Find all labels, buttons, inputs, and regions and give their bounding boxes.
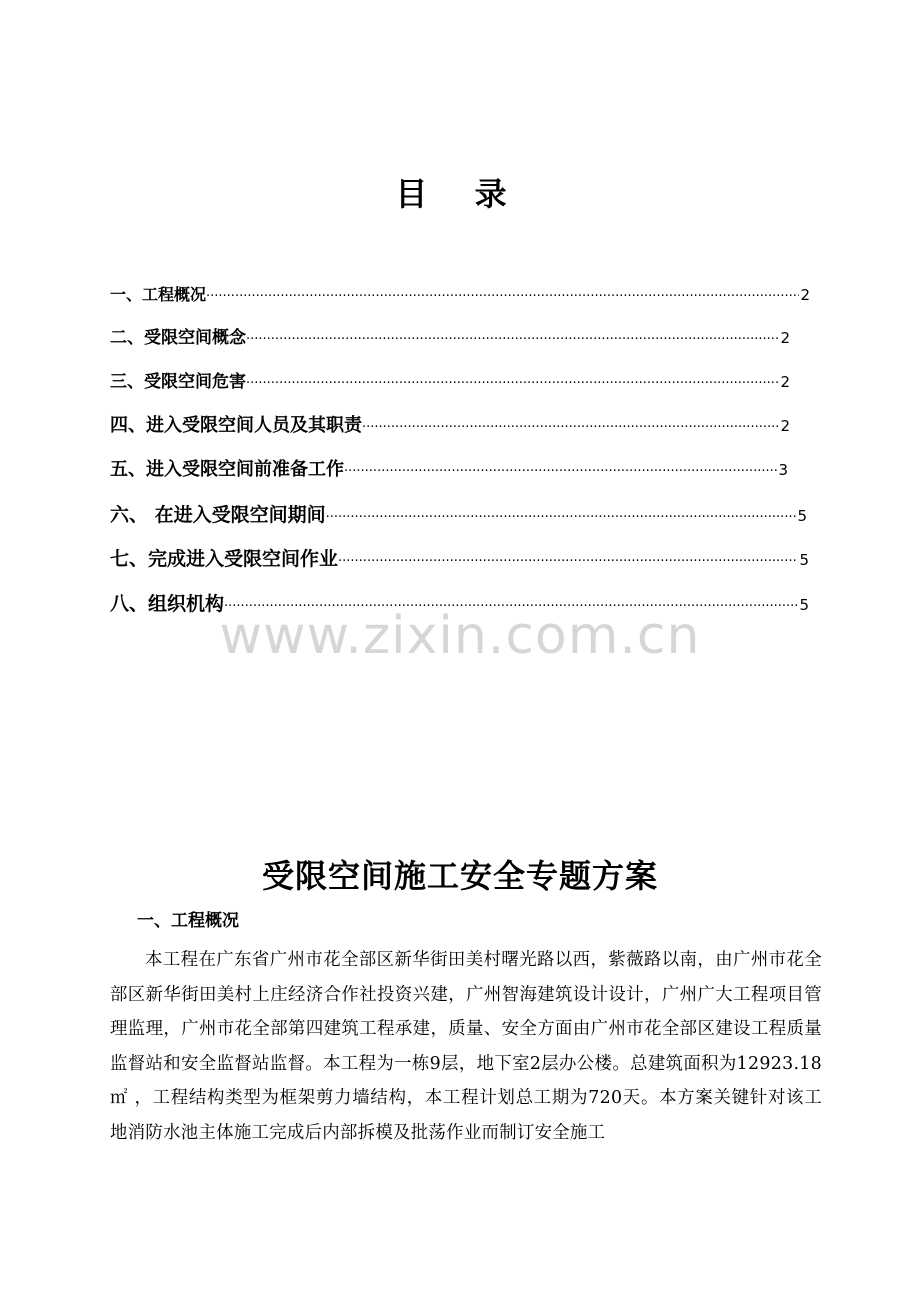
toc-entry-6[interactable] — [110, 500, 807, 530]
toc-entry-3[interactable] — [110, 367, 790, 397]
toc-entry-1[interactable] — [110, 282, 810, 312]
toc-entry-5[interactable] — [110, 455, 788, 485]
toc-entry-label: 三、受限空间危害 — [110, 372, 246, 392]
toc-entry-label: 六、 在进入受限空间期间 — [110, 504, 326, 526]
toc-entry-4[interactable] — [110, 411, 790, 441]
toc-entry-page: 3 — [778, 461, 788, 479]
toc-entry-page: 2 — [800, 286, 810, 304]
toc-entry-page: 2 — [780, 417, 790, 435]
toc-title: 目 录 — [395, 175, 525, 213]
toc-entry-2[interactable] — [110, 323, 790, 353]
toc-dot-leader — [338, 554, 798, 569]
body-paragraph: 本工程在广东省广州市花全部区新华街田美村曙光路以西，紫薇路以南，由广州市花全部区新华街田美村上庄经济合作社投资兴建，广州智海建筑设计设计，广州广大工程项目管理监理，广州市花全部第四建筑工程承建，质量、安全方面由广州市花全部区建设工程质量监督站和安全监督站监督。本工程为一栋9层，地下室2层办公楼。总建筑面积为12923.18㎡ ，工程结构类型为框架剪力墙结构，本工程计划总工期为720天。本方案关键针对该工地消防水池主体施工完成后内部拆模及批荡作业而制订安全施工 — [110, 950, 822, 1143]
document-title: 受限空间施工安全专题方案 — [261, 857, 658, 895]
toc-entry-page: 5 — [799, 551, 809, 569]
toc-entry-page: 2 — [780, 329, 790, 347]
watermark: www.zixin.com.cn — [219, 606, 701, 666]
toc-entry-7[interactable] — [110, 544, 809, 574]
toc-entry-label: 二、受限空间概念 — [110, 328, 246, 348]
toc-dot-leader — [246, 332, 779, 347]
toc-entry-page: 2 — [780, 373, 790, 391]
toc-entry-label: 五、进入受限空间前准备工作 — [110, 459, 344, 480]
section-heading: 一、工程概况 — [137, 911, 239, 931]
toc-dot-leader — [246, 376, 779, 391]
toc-dot-leader — [362, 420, 779, 435]
toc-entry-page: 5 — [799, 596, 809, 614]
toc-entry-label: 七、完成进入受限空间作业 — [110, 548, 339, 570]
toc-dot-leader — [206, 289, 799, 304]
toc-entry-label: 四、进入受限空间人员及其职责 — [110, 415, 362, 436]
toc-dot-leader — [326, 510, 797, 525]
toc-entry-page: 5 — [797, 507, 807, 525]
toc-entry-label: 一、工程概况 — [110, 285, 207, 304]
toc-dot-leader — [344, 464, 777, 479]
toc-entry-label: 八、组织机构 — [110, 593, 225, 615]
